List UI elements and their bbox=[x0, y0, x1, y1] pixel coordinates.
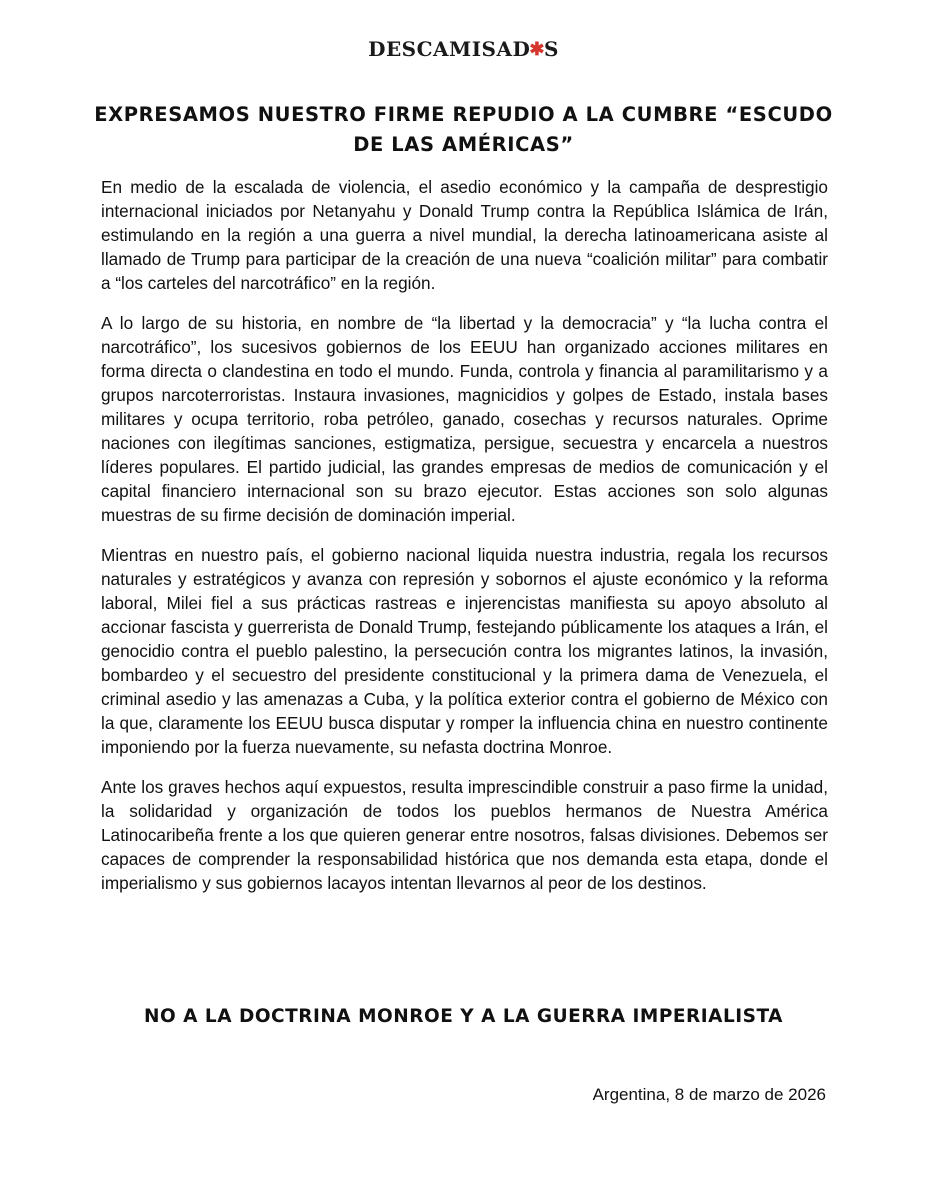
paragraph-2: A lo largo de su historia, en nombre de “la libertad y la democracia” y “la lucha contra el narcotráfico”, los sucesivos gobiernos de los EEUU han organizado acciones militares en forma directa o clandestina en todo el mundo. Funda, controla y financia al paramilitarismo y a grupos narcoterroristas. Instaura invasiones, magnicidios y golpes de Estado, instala bases militares y ocupa territorio, roba petróleo, ganado, cosechas y recursos naturales. Oprime naciones con ilegítimas sanciones, estigmatiza, persigue, secuestra y encarcela a nuestros líderes populares. El partido judicial, las grandes empresas de medios de comunicación y el capital financiero internacional son su brazo ejecutor. Estas acciones son solo algunas muestras de su firme decisión de dominación imperial. bbox=[101, 313, 828, 525]
star-icon: ✱ bbox=[529, 39, 545, 60]
title-line-2: DE LAS AMÉRICAS” bbox=[353, 133, 574, 156]
logo-text-prefix: DESCAMISAD bbox=[368, 37, 531, 61]
logo-text-suffix: S bbox=[543, 37, 559, 61]
brand-logo bbox=[0, 36, 927, 64]
closing-slogan: NO A LA DOCTRINA MONROE Y A LA GUERRA IMPERIALISTA bbox=[144, 1006, 783, 1027]
paragraph-4: Ante los graves hechos aquí expuestos, resulta imprescindible construir a paso firme la unidad, la solidaridad y organización de todos los pueblos hermanos de Nuestra América Latinocaribeña frente a los que quieren generar entre nosotros, falsas divisiones. Debemos ser capaces de comprender la responsabilidad histórica que nos demanda esta etapa, donde el imperialismo y sus gobiernos lacayos intentan llevarnos al peor de los destinos. bbox=[101, 777, 828, 893]
title-line-1: EXPRESAMOS NUESTRO FIRME REPUDIO A LA CUMBRE “ESCUDO bbox=[94, 103, 833, 126]
paragraph-3: Mientras en nuestro país, el gobierno nacional liquida nuestra industria, regala los recursos naturales y estratégicos y avanza con represión y sobornos el ajuste económico y la reforma laboral, Milei fiel a sus prácticas rastreas e injerencistas manifiesta su apoyo absoluto al accionar fascista y guerrerista de Donald Trump, festejando públicamente los ataques a Irán, el genocidio contra el pueblo palestino, la persecución contra los migrantes latinos, la invasión, bombardeo y el secuestro del presidente constitucional y la primera dama de Venezuela, el criminal asedio y las amenazas a Cuba, y la política exterior contra el gobierno de México con la que, claramente los EEUU busca disputar y romper la influencia china en nuestro continente imponiendo por la fuerza nuevamente, su nefasta doctrina Monroe. bbox=[101, 545, 828, 757]
statement-body bbox=[101, 175, 828, 911]
paragraph-1: En medio de la escalada de violencia, el asedio económico y la campaña de desprestigio internacional iniciados por Netanyahu y Donald Trump contra la República Islámica de Irán, estimulando en la región a una guerra a nivel mundial, la derecha latinoamericana asiste al llamado de Trump para participar de la creación de una nueva “coalición militar” para combatir a “los carteles del narcotráfico” en la región. bbox=[101, 177, 828, 293]
page-title bbox=[70, 100, 857, 160]
place-and-date: Argentina, 8 de marzo de 2026 bbox=[592, 1085, 826, 1104]
